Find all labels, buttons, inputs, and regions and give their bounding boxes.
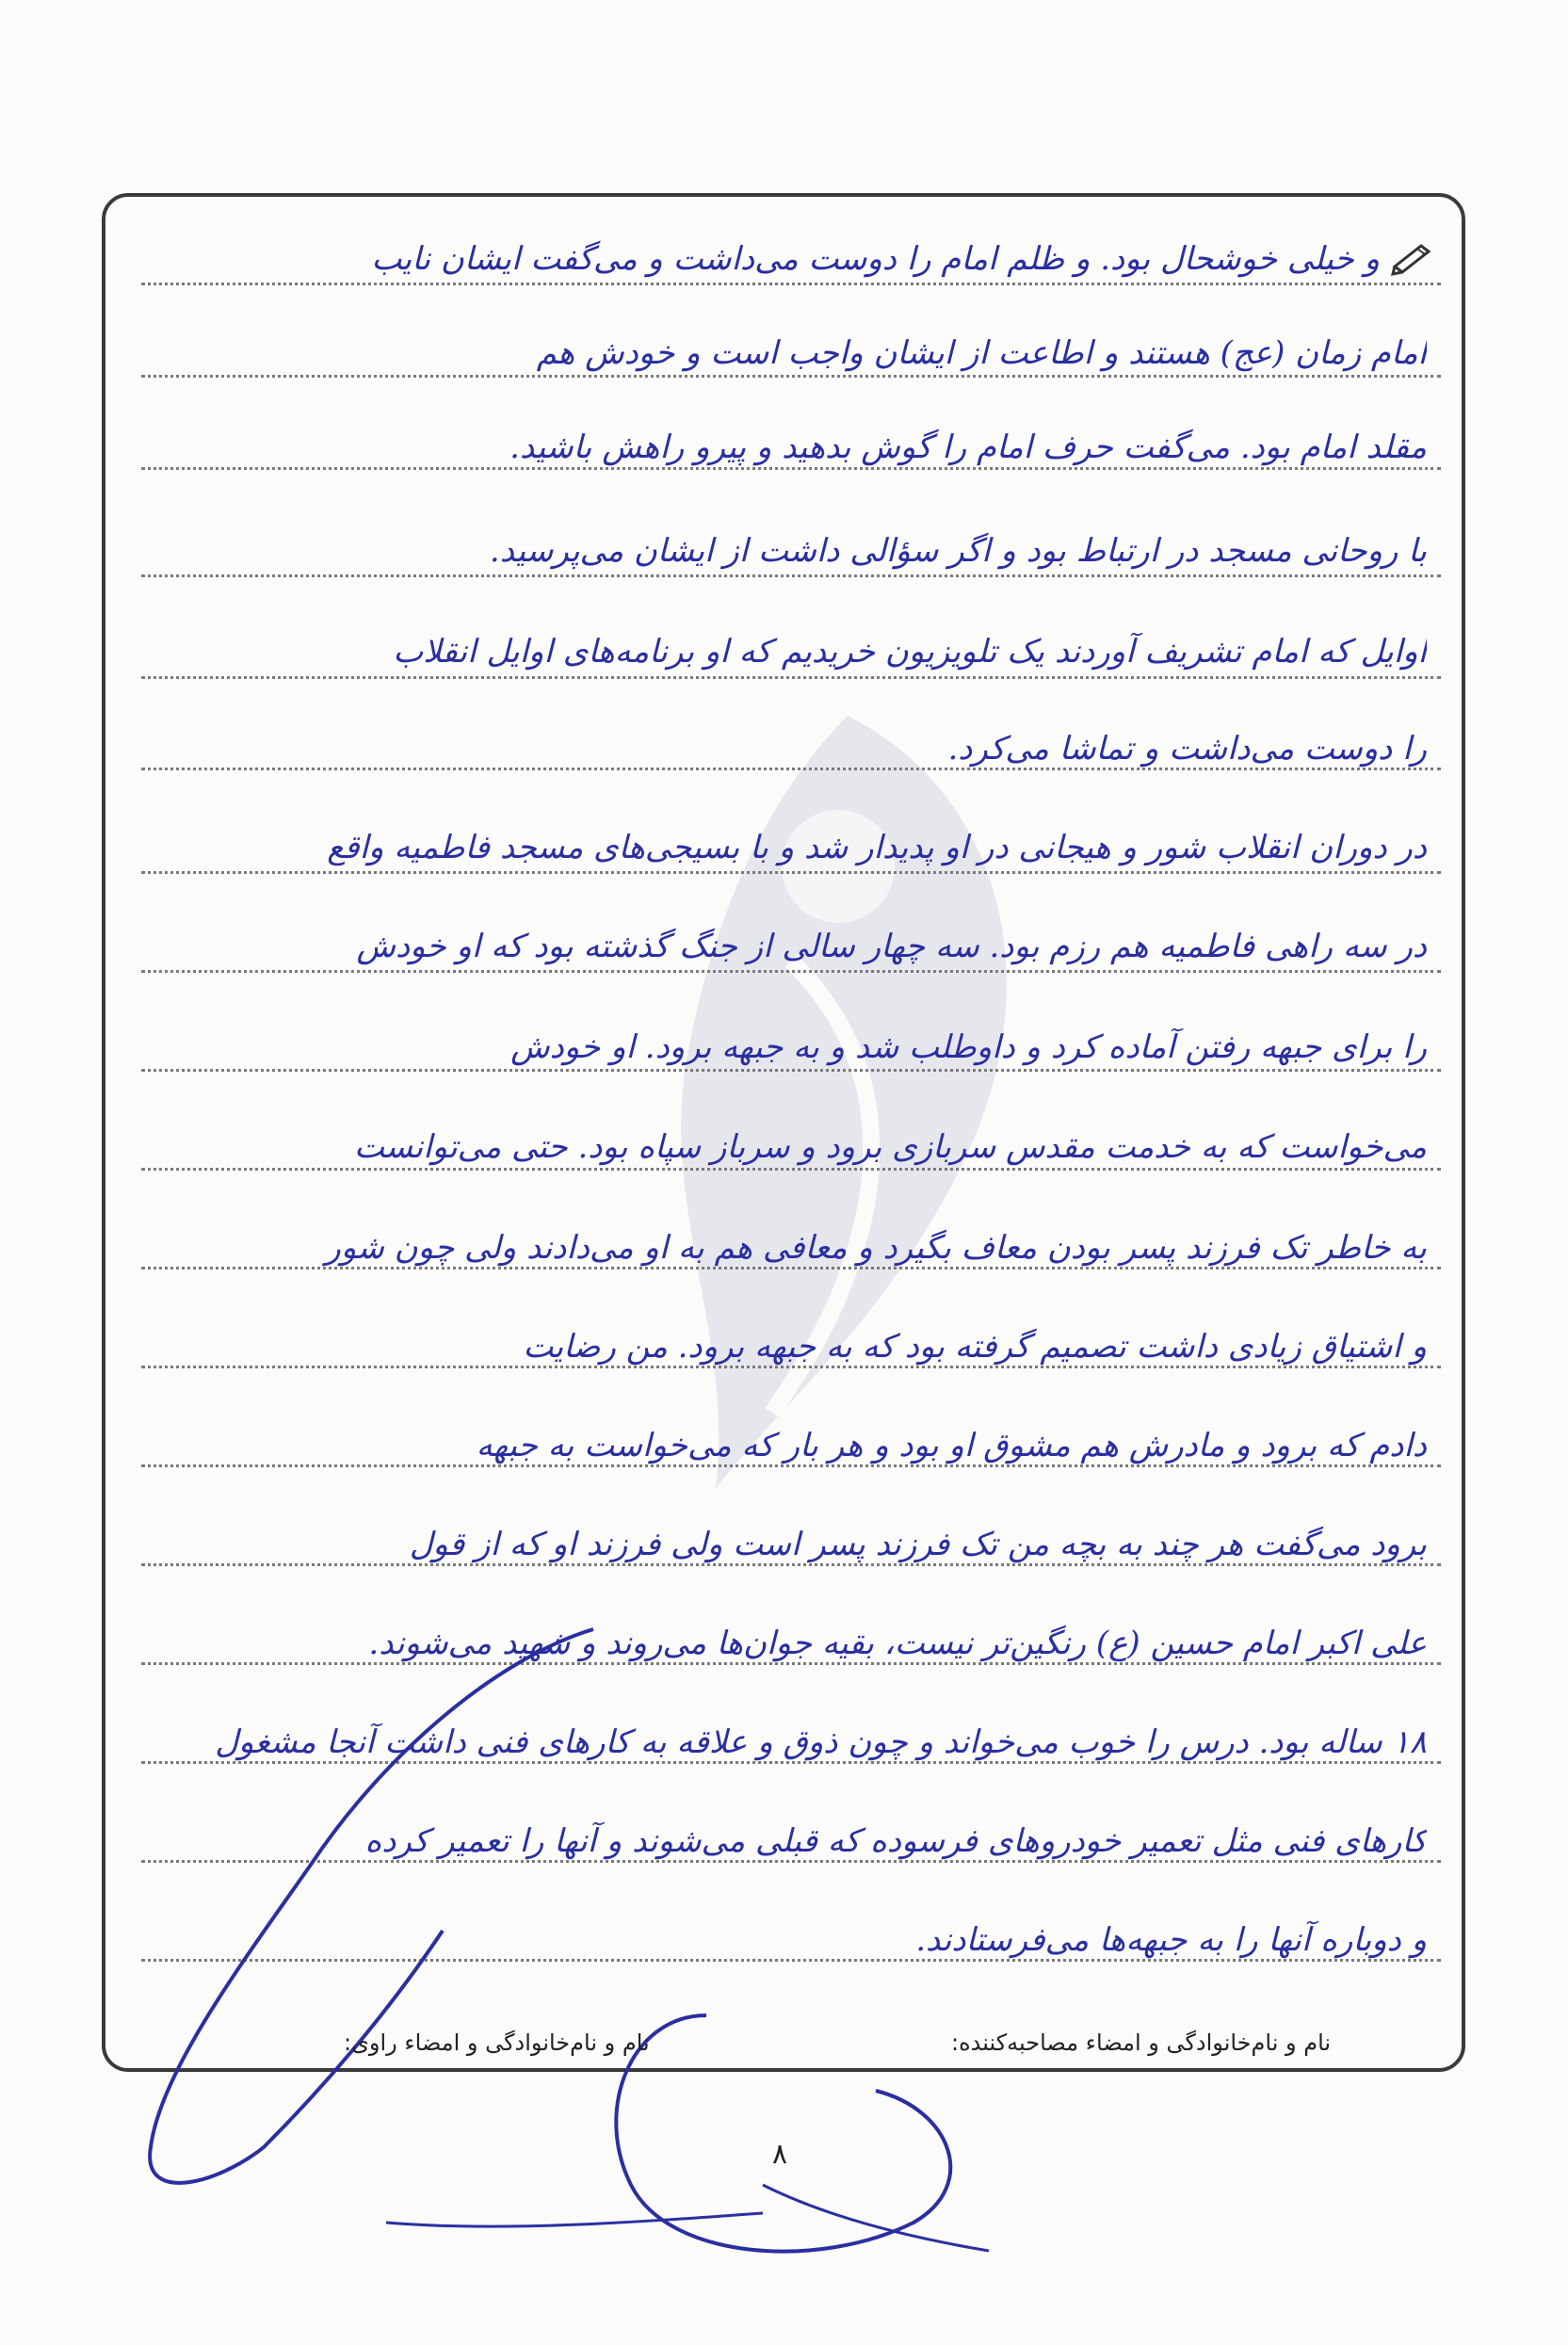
ruled-line [141,467,1441,470]
handwritten-line-13: دادم که برود و مادرش هم مشوق او بود و هر بار که می‌خواست به جبهه [476,1427,1427,1464]
handwritten-line-8: در سه راهی فاطمیه هم رزم بود. سه چهار سالی از جنگ گذشته بود که او خودش [356,928,1427,965]
handwritten-line-3: مقلد امام بود. می‌گفت حرف امام را گوش بدهید و پیرو راهش باشید. [509,429,1427,466]
ruled-line [141,1168,1441,1171]
ruled-line [141,768,1441,770]
handwritten-line-9: را برای جبهه رفتن آماده کرد و داوطلب شد و به جبهه برود. او خودش [510,1028,1427,1066]
pen-icon [1389,238,1436,276]
handwritten-line-1: و خیلی خوشحال بود. و ظلم امام را دوست می‌داشت و می‌گفت ایشان نایب [371,240,1380,278]
handwritten-line-5: اوایل که امام تشریف آوردند یک تلویزیون خریدیم که او برنامه‌های اوایل انقلاب [393,633,1427,671]
ruled-line [141,574,1441,577]
handwritten-line-11: به خاطر تک فرزند پسر بودن معاف بگیرد و معافی هم به او می‌دادند ولی چون شور [325,1229,1427,1267]
ruled-line [141,1069,1441,1072]
handwritten-line-2: امام زمان (عج) هستند و اطاعت از ایشان واجب است و خودش هم [536,334,1427,372]
ruled-line [141,283,1441,285]
handwritten-line-10: می‌خواست که به خدمت مقدس سربازی برود و سرباز سپاه بود. حتی می‌توانست [354,1128,1427,1166]
ruled-line [141,970,1441,973]
ruled-line [141,1464,1441,1467]
handwritten-line-18: و دوباره آنها را به جبهه‌ها می‌فرستادند. [915,1921,1427,1959]
handwritten-line-14: برود می‌گفت هر چند به بچه من تک فرزند پسر است ولی فرزند او که از قول [409,1526,1427,1563]
handwritten-line-17: کارهای فنی مثل تعمیر خودروهای فرسوده که قبلی می‌شوند و آنها را تعمیر کرده [364,1822,1427,1860]
page-number: ۸ [772,2138,788,2171]
handwritten-line-16: ۱۸ ساله بود. درس را خوب می‌خواند و چون ذوق و علاقه به کارهای فنی داشت آنجا مشغول [215,1723,1427,1761]
handwritten-line-12: و اشتیاق زیادی داشت تصمیم گرفته بود که به جبهه برود. من رضایت [523,1328,1427,1366]
ruled-line [141,871,1441,874]
ruled-line [141,1366,1441,1368]
handwritten-line-15: علی اکبر امام حسین (ع) رنگین‌تر نیست، بقیه جوان‌ها می‌روند و شهید می‌شوند. [368,1625,1427,1662]
handwritten-line-7: در دوران انقلاب شور و هیجانی در او پدیدار شد و با بسیجی‌های مسجد فاطمیه واقع [327,829,1427,866]
handwritten-line-4: با روحانی مسجد در ارتباط بود و اگر سؤالی داشت از ایشان می‌پرسید. [489,532,1427,570]
ruled-line [141,375,1441,378]
ruled-line [141,1563,1441,1566]
signature-scribble [104,1620,998,2279]
narrator-signature-label: نام و نام‌خانوادگی و امضاء راوی: [344,2030,650,2056]
handwritten-line-6: را دوست می‌داشت و تماشا می‌کرد. [947,730,1427,768]
ruled-line [141,676,1441,679]
interviewer-signature-label: نام و نام‌خانوادگی و امضاء مصاحبه‌کننده: [951,2030,1332,2056]
ruled-line [141,1267,1441,1270]
